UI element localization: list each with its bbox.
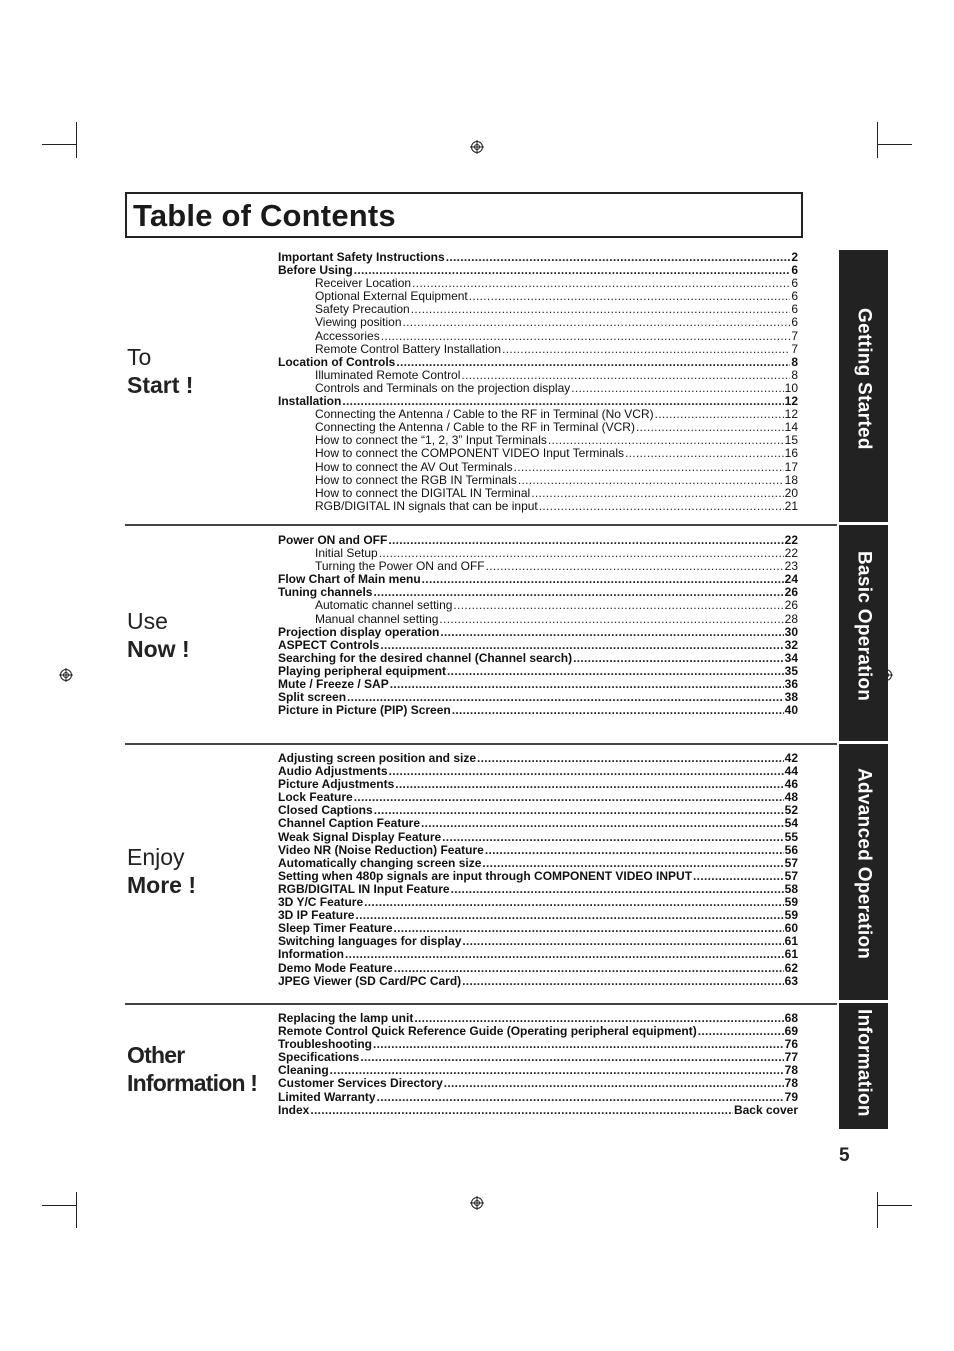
dot-leader xyxy=(502,343,790,356)
dot-leader xyxy=(446,251,791,264)
dot-leader xyxy=(364,896,783,909)
dot-leader xyxy=(462,975,783,988)
toc-entry-title: Specifications xyxy=(278,1051,360,1065)
toc-entry xyxy=(278,691,798,704)
toc-entry-title: Switching languages for display xyxy=(278,935,462,949)
toc-entry xyxy=(278,639,798,652)
toc-entry-page: 56 xyxy=(784,843,798,857)
dot-leader xyxy=(442,831,783,844)
toc-entry-title: Tuning channels xyxy=(278,586,373,600)
toc-entry xyxy=(278,752,798,765)
toc-entry-title: Weak Signal Display Feature xyxy=(278,830,442,844)
toc-entry-page: 42 xyxy=(784,752,798,765)
toc-entry-page: 30 xyxy=(784,625,798,639)
toc-entry-page: 38 xyxy=(784,691,798,705)
toc-entry xyxy=(278,290,798,303)
toc-entry-page: 2 xyxy=(791,251,798,264)
toc-entry xyxy=(278,434,798,447)
dot-leader xyxy=(355,909,783,922)
toc-entry xyxy=(278,251,798,264)
toc-entry-title: RGB/DIGITAL IN signals that can be input xyxy=(315,499,538,513)
toc-entry xyxy=(278,817,798,830)
dot-leader xyxy=(444,1077,784,1090)
toc-entry xyxy=(278,831,798,844)
toc-entry-page: 23 xyxy=(784,560,798,574)
dot-leader xyxy=(395,778,783,791)
toc-entry xyxy=(278,652,798,665)
toc-entry xyxy=(278,909,798,922)
dot-leader xyxy=(453,599,783,612)
toc-entry-title: Safety Precaution xyxy=(315,303,410,317)
toc-entry-title: Connecting the Antenna / Cable to the RF in Terminal (VCR) xyxy=(315,421,635,435)
toc-entry-title: Automatically changing screen size xyxy=(278,856,482,870)
section-heading-line1: Use xyxy=(127,608,168,634)
dot-leader xyxy=(354,791,784,804)
toc-entry-page: 78 xyxy=(784,1077,798,1091)
toc-entry xyxy=(278,975,798,988)
toc-entry xyxy=(278,857,798,870)
dot-leader xyxy=(421,817,784,830)
toc-entry-page: 12 xyxy=(784,395,798,409)
toc-entry-page: 35 xyxy=(784,664,798,678)
toc-entry xyxy=(278,573,798,586)
toc-entry-page: 22 xyxy=(784,547,798,561)
toc-entry-title: Viewing position xyxy=(315,316,402,330)
toc-entry-page: 69 xyxy=(784,1025,798,1039)
dot-leader xyxy=(394,962,784,975)
toc-entry xyxy=(278,500,798,513)
dot-leader xyxy=(486,560,784,573)
toc-entry xyxy=(278,277,798,290)
toc-entry xyxy=(278,1038,798,1051)
dot-leader xyxy=(477,752,784,765)
dot-leader xyxy=(636,421,784,434)
toc-entry xyxy=(278,369,798,382)
tab-getting-started xyxy=(839,250,888,522)
crop-mark xyxy=(877,122,878,158)
toc-entry-title: Optional External Equipment xyxy=(315,290,468,304)
toc-entry-title: ASPECT Controls xyxy=(278,638,380,652)
tab-label: Information xyxy=(853,1009,875,1117)
toc-entry-title: Information xyxy=(278,948,344,962)
dot-leader xyxy=(388,534,783,547)
toc-entry-page: 32 xyxy=(784,638,798,652)
toc-entry-page: 17 xyxy=(784,460,798,474)
page-number: 5 xyxy=(839,1145,850,1166)
dot-leader xyxy=(440,626,783,639)
dot-leader xyxy=(548,434,784,447)
dot-leader xyxy=(390,678,784,691)
toc-entry-title: Accessories xyxy=(315,329,380,343)
toc-entry-title: Lock Feature xyxy=(278,791,353,805)
section-heading-line2: Start ! xyxy=(127,372,194,398)
toc-entry xyxy=(278,791,798,804)
crop-mark xyxy=(42,144,76,145)
toc-entry xyxy=(278,447,798,460)
toc-entry-title: Channel Caption Feature xyxy=(278,817,421,831)
toc-entry-title: Limited Warranty xyxy=(278,1090,376,1104)
tab-label: Basic Operation xyxy=(853,551,875,702)
tab-information xyxy=(839,1003,888,1129)
toc-entry-title: Connecting the Antenna / Cable to the RF in Terminal (No VCR) xyxy=(315,408,654,422)
toc-entry xyxy=(278,613,798,626)
section-heading-line1: To xyxy=(127,344,152,370)
section-heading xyxy=(127,343,193,399)
toc-entry-title: Controls and Terminals on the projection display xyxy=(315,381,571,395)
toc-entry-title: Turning the Power ON and OFF xyxy=(315,560,485,574)
toc-entry xyxy=(278,1091,798,1104)
toc-entry xyxy=(278,626,798,639)
crop-mark xyxy=(76,1192,77,1228)
toc-entry-list xyxy=(278,1012,798,1117)
toc-entry-page: 79 xyxy=(784,1090,798,1104)
toc-entry xyxy=(278,547,798,560)
dot-leader xyxy=(360,1051,783,1064)
toc-entry-title: Manual channel setting xyxy=(315,612,439,626)
toc-entry-page: 54 xyxy=(784,817,798,831)
dot-leader xyxy=(342,395,783,408)
toc-entry-title: Automatic channel setting xyxy=(315,599,453,613)
toc-entry-page: 20 xyxy=(784,486,798,500)
toc-entry-title: Initial Setup xyxy=(315,547,378,561)
toc-entry-page: 55 xyxy=(784,830,798,844)
dot-leader xyxy=(345,948,784,961)
dot-leader xyxy=(347,691,784,704)
dot-leader xyxy=(571,382,783,395)
dot-leader xyxy=(469,290,791,303)
toc-entry-title: Power ON and OFF xyxy=(278,534,388,547)
toc-entry-title: Picture Adjustments xyxy=(278,778,395,792)
section-enjoy-more xyxy=(125,743,837,1004)
dot-leader xyxy=(377,1091,784,1104)
dot-leader xyxy=(439,613,783,626)
toc-entry-page: 6 xyxy=(791,290,798,304)
toc-entry-title: Receiver Location xyxy=(315,277,412,291)
toc-entry-title: Important Safety Instructions xyxy=(278,251,445,264)
toc-entry-page: 22 xyxy=(784,534,798,547)
toc-entry-page: 6 xyxy=(791,277,798,291)
dot-leader xyxy=(514,461,784,474)
toc-entry xyxy=(278,474,798,487)
dot-leader xyxy=(374,804,784,817)
toc-entry xyxy=(278,922,798,935)
toc-entry-page: 59 xyxy=(784,896,798,910)
dot-leader xyxy=(482,857,783,870)
section-heading-line1: Enjoy xyxy=(127,844,185,870)
section-heading-line2: Information ! xyxy=(127,1070,258,1096)
dot-leader xyxy=(414,1012,783,1025)
crop-mark xyxy=(877,1192,878,1228)
toc-entry-page: 10 xyxy=(784,381,798,395)
section-heading xyxy=(127,1041,257,1097)
dot-leader xyxy=(381,330,791,343)
toc-entry-page: 18 xyxy=(784,473,798,487)
toc-entry xyxy=(278,1104,798,1117)
toc-entry-title: Audio Adjustments xyxy=(278,765,388,779)
toc-entry-title: Picture in Picture (PIP) Screen xyxy=(278,704,451,718)
toc-entry-list xyxy=(278,534,798,717)
toc-entry-title: JPEG Viewer (SD Card/PC Card) xyxy=(278,974,462,988)
toc-entry xyxy=(278,408,798,421)
toc-entry-title: Remote Control Quick Reference Guide (Operating peripheral equipment) xyxy=(278,1025,697,1039)
toc-entry-title: Mute / Freeze / SAP xyxy=(278,678,389,692)
toc-entry xyxy=(278,1012,798,1025)
dot-leader xyxy=(412,277,790,290)
toc-entry-page: 44 xyxy=(784,765,798,779)
toc-entry-title: Troubleshooting xyxy=(278,1038,372,1052)
toc-entry-page: 40 xyxy=(784,704,798,718)
toc-entry xyxy=(278,778,798,791)
dot-leader xyxy=(380,639,783,652)
toc-entry xyxy=(278,1077,798,1090)
dot-leader xyxy=(573,652,784,665)
section-heading xyxy=(127,607,190,663)
toc-entry-page: 61 xyxy=(784,948,798,962)
toc-entry xyxy=(278,395,798,408)
crop-mark xyxy=(878,1205,912,1206)
toc-entry-title: Flow Chart of Main menu xyxy=(278,573,421,587)
crop-mark xyxy=(878,144,912,145)
toc-entry-title: Customer Services Directory xyxy=(278,1077,443,1091)
toc-entry xyxy=(278,896,798,909)
toc-entry-page: 62 xyxy=(784,961,798,975)
toc-entry-title: Adjusting screen position and size xyxy=(278,752,477,765)
toc-entry-page: 24 xyxy=(784,573,798,587)
toc-entry-page: 21 xyxy=(784,499,798,513)
toc-entry-page: 59 xyxy=(784,909,798,923)
toc-entry-page: 8 xyxy=(791,355,798,369)
toc-entry-list xyxy=(278,752,798,988)
toc-entry-title: Before Using xyxy=(278,264,353,278)
section-use-now xyxy=(125,524,837,744)
toc-entry-title: Split screen xyxy=(278,691,347,705)
toc-entry-title: Playing peripheral equipment xyxy=(278,664,447,678)
toc-entry-page: 76 xyxy=(784,1038,798,1052)
dot-leader xyxy=(389,765,784,778)
toc-entry-title: Location of Controls xyxy=(278,355,396,369)
dot-leader xyxy=(451,883,784,896)
toc-entry-page: 26 xyxy=(784,599,798,613)
page-title: Table of Contents xyxy=(133,198,396,233)
toc-entry-title: Replacing the lamp unit xyxy=(278,1012,414,1025)
toc-entry-title: Installation xyxy=(278,395,342,409)
registration-mark-icon xyxy=(470,140,484,154)
toc-entry-title: Demo Mode Feature xyxy=(278,961,393,975)
dot-leader xyxy=(310,1104,733,1117)
title-box xyxy=(125,192,803,238)
dot-leader xyxy=(422,573,784,586)
dot-leader xyxy=(330,1064,784,1077)
section-other-information xyxy=(125,1003,837,1130)
toc-entry-page: 15 xyxy=(784,434,798,448)
toc-entry-page: 6 xyxy=(791,303,798,317)
toc-entry-page: 77 xyxy=(784,1051,798,1065)
toc-entry-page: 16 xyxy=(784,447,798,461)
dot-leader xyxy=(518,474,784,487)
section-heading xyxy=(127,843,196,899)
toc-entry-page: 60 xyxy=(784,922,798,936)
toc-entry-title: How to connect the AV Out Terminals xyxy=(315,460,513,474)
toc-entry-page: 6 xyxy=(791,316,798,330)
toc-entry-page: 34 xyxy=(784,651,798,665)
toc-entry-title: Remote Control Battery Installation xyxy=(315,342,502,356)
dot-leader xyxy=(403,316,791,329)
toc-entry xyxy=(278,356,798,369)
toc-entry xyxy=(278,962,798,975)
toc-entry xyxy=(278,586,798,599)
toc-entry xyxy=(278,665,798,678)
tab-label: Getting Started xyxy=(853,308,875,450)
toc-entry-page: 12 xyxy=(784,408,798,422)
dot-leader xyxy=(447,665,784,678)
toc-entry-title: Closed Captions xyxy=(278,804,373,818)
toc-entry-title: Cleaning xyxy=(278,1064,329,1078)
dot-leader xyxy=(379,547,784,560)
toc-entry-title: Setting when 480p signals are input through COMPONENT VIDEO INPUT xyxy=(278,869,693,883)
toc-entry xyxy=(278,1064,798,1077)
toc-entry xyxy=(278,678,798,691)
toc-entry xyxy=(278,421,798,434)
toc-entry-title: Video NR (Noise Reduction) Feature xyxy=(278,843,484,857)
tab-basic-operation xyxy=(839,525,888,741)
toc-entry-title: Illuminated Remote Control xyxy=(315,368,461,382)
dot-leader xyxy=(698,1025,784,1038)
toc-entry-page: 48 xyxy=(784,791,798,805)
toc-entry-page: 57 xyxy=(784,856,798,870)
dot-leader xyxy=(693,870,784,883)
tab-label: Advanced Operation xyxy=(853,768,875,960)
toc-entry xyxy=(278,461,798,474)
toc-entry-page: 7 xyxy=(791,342,798,356)
dot-leader xyxy=(373,586,783,599)
toc-entry-page: 46 xyxy=(784,778,798,792)
toc-entry-page: 14 xyxy=(784,421,798,435)
dot-leader xyxy=(531,487,783,500)
toc-entry-list xyxy=(278,251,798,513)
toc-entry xyxy=(278,883,798,896)
dot-leader xyxy=(655,408,784,421)
tab-advanced-operation xyxy=(839,744,888,1000)
section-heading-line2: Now ! xyxy=(127,636,190,662)
toc-entry-title: How to connect the DIGITAL IN Terminal xyxy=(315,486,531,500)
dot-leader xyxy=(373,1038,784,1051)
dot-leader xyxy=(485,844,784,857)
toc-entry xyxy=(278,330,798,343)
toc-entry-page: 61 xyxy=(784,935,798,949)
toc-entry xyxy=(278,704,798,717)
toc-entry-page: 6 xyxy=(791,264,798,278)
toc-entry xyxy=(278,343,798,356)
toc-entry xyxy=(278,935,798,948)
dot-leader xyxy=(396,356,790,369)
dot-leader xyxy=(411,303,791,316)
toc-entry-title: 3D IP Feature xyxy=(278,909,355,923)
dot-leader xyxy=(461,369,790,382)
toc-entry-page: 57 xyxy=(784,869,798,883)
toc-entry-page: 8 xyxy=(791,368,798,382)
toc-entry xyxy=(278,948,798,961)
toc-entry xyxy=(278,303,798,316)
dot-leader xyxy=(452,704,784,717)
registration-mark-icon xyxy=(59,668,73,682)
dot-leader xyxy=(354,264,791,277)
toc-entry-page: 28 xyxy=(784,612,798,626)
section-to-start xyxy=(125,250,837,524)
toc-entry xyxy=(278,844,798,857)
toc-entry xyxy=(278,264,798,277)
toc-entry xyxy=(278,316,798,329)
section-heading-line1: Other xyxy=(127,1042,185,1068)
toc-entry-page: 63 xyxy=(784,974,798,988)
toc-entry-title: How to connect the COMPONENT VIDEO Input Terminals xyxy=(315,447,625,461)
toc-entry xyxy=(278,870,798,883)
toc-entry-title: How to connect the “1, 2, 3” Input Terminals xyxy=(315,434,547,448)
dot-leader xyxy=(394,922,784,935)
toc-entry-title: Searching for the desired channel (Channel search) xyxy=(278,651,573,665)
toc-entry xyxy=(278,1051,798,1064)
section-heading-line2: More ! xyxy=(127,872,196,898)
toc-entry xyxy=(278,487,798,500)
toc-entry-title: Index xyxy=(278,1103,310,1117)
registration-mark-icon xyxy=(470,1196,484,1210)
toc-entry xyxy=(278,382,798,395)
toc-entry xyxy=(278,534,798,547)
toc-entry xyxy=(278,804,798,817)
toc-entry xyxy=(278,599,798,612)
toc-entry-page: 26 xyxy=(784,586,798,600)
toc-entry xyxy=(278,765,798,778)
crop-mark xyxy=(76,122,77,158)
toc-entry-page: 36 xyxy=(784,678,798,692)
toc-entry-title: Projection display operation xyxy=(278,625,440,639)
dot-leader xyxy=(625,447,784,460)
toc-entry-title: RGB/DIGITAL IN Input Feature xyxy=(278,882,450,896)
toc-entry-title: How to connect the RGB IN Terminals xyxy=(315,473,517,487)
toc-entry-page: 58 xyxy=(784,882,798,896)
toc-entry-page: 52 xyxy=(784,804,798,818)
crop-mark xyxy=(42,1205,76,1206)
toc-entry-page: 68 xyxy=(784,1012,798,1025)
toc-entry-page: Back cover xyxy=(733,1103,798,1117)
toc-entry-title: Sleep Timer Feature xyxy=(278,922,393,936)
dot-leader xyxy=(539,500,784,513)
toc-entry xyxy=(278,560,798,573)
toc-entry xyxy=(278,1025,798,1038)
toc-entry-page: 78 xyxy=(784,1064,798,1078)
toc-entry-title: 3D Y/C Feature xyxy=(278,896,364,910)
toc-entry-page: 7 xyxy=(791,329,798,343)
dot-leader xyxy=(462,935,783,948)
